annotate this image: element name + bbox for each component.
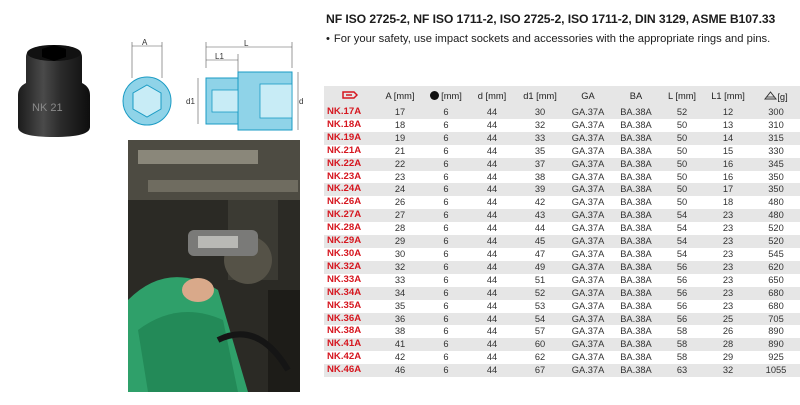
cell-d: 44 <box>468 338 516 351</box>
cell-a: 19 <box>376 132 424 145</box>
cell-ref: NK.24A <box>324 183 376 196</box>
table-row <box>324 313 800 326</box>
table-row <box>324 325 800 338</box>
cell-ga: GA.37A <box>571 171 605 182</box>
cell-square-drive: 6 <box>443 119 449 130</box>
dimension-diagram <box>120 38 305 138</box>
cell-l: 56 <box>660 287 704 300</box>
cell-ga: GA.37A <box>571 119 605 130</box>
cell-l: 54 <box>660 235 704 248</box>
cell-square-drive: 6 <box>443 274 449 285</box>
cell-l1: 23 <box>704 261 752 274</box>
cell-a: 30 <box>394 248 406 259</box>
col-l: L [mm] <box>667 91 697 101</box>
cell-a: 23 <box>394 171 406 182</box>
cell-square-drive: 6 <box>443 223 449 234</box>
table-row <box>324 171 800 184</box>
cell-ga: GA.37A <box>571 326 605 337</box>
label-l1: L1 <box>215 52 224 61</box>
cell-l: 63 <box>660 364 704 377</box>
cell-d: 44 <box>468 287 516 300</box>
cell-l1: 23 <box>722 274 734 285</box>
cell-d1: 57 <box>534 326 546 337</box>
cell-ga: GA.37A <box>564 132 612 145</box>
cell-ba: BA.38A <box>612 158 660 171</box>
cell-l1: 23 <box>704 209 752 222</box>
left-panel <box>0 0 312 405</box>
cell-d1: 60 <box>516 338 564 351</box>
cell-d1: 54 <box>516 313 564 326</box>
cell-a: 33 <box>394 274 406 285</box>
impact-socket-image <box>8 35 100 140</box>
cell-l1: 12 <box>704 106 752 119</box>
cell-weight: 310 <box>768 119 784 130</box>
col-ba: BA <box>629 91 643 101</box>
cell-weight: 315 <box>752 132 800 145</box>
col-a: A [mm] <box>385 91 415 101</box>
cell-l: 50 <box>660 158 704 171</box>
bullet-icon: • <box>326 33 330 45</box>
cell-a: 17 <box>376 106 424 119</box>
cell-ba: BA.38A <box>612 183 660 196</box>
cell-ref: NK.38A <box>327 325 362 337</box>
cell-ba: BA.38A <box>620 145 652 156</box>
cell-ga: GA.37A <box>564 235 612 248</box>
cell-l: 50 <box>676 119 688 130</box>
table-row <box>324 248 800 261</box>
cell-d1: 35 <box>534 145 546 156</box>
cell-ba: BA.38A <box>612 364 660 377</box>
cell-ref: NK.22A <box>324 158 376 171</box>
cell-l1: 17 <box>704 183 752 196</box>
cell-square-drive: 6 <box>443 171 449 182</box>
cell-square-drive: 6 <box>443 145 449 156</box>
label-d1: d1 <box>186 97 195 106</box>
cell-d1: 52 <box>516 287 564 300</box>
col-d: d [mm] <box>477 91 507 101</box>
cell-square-drive: 6 <box>424 287 468 300</box>
cell-ref: NK.21A <box>327 144 362 156</box>
cell-weight: 480 <box>752 209 800 222</box>
col-weight: [g] <box>752 86 800 106</box>
cell-square-drive: 6 <box>443 248 449 259</box>
cell-weight: 620 <box>752 261 800 274</box>
cell-a: 34 <box>376 287 424 300</box>
cell-ref: NK.27A <box>324 209 376 222</box>
cell-ga: GA.37A <box>564 183 612 196</box>
cell-ref: NK.28A <box>327 222 362 234</box>
cell-d: 44 <box>486 145 498 156</box>
cell-ba: BA.38A <box>620 248 652 259</box>
cell-d: 44 <box>486 352 498 363</box>
cell-weight: 1055 <box>752 364 800 377</box>
table-row <box>324 235 800 248</box>
cell-ba: BA.38A <box>612 106 660 119</box>
cell-ba: BA.38A <box>612 287 660 300</box>
cell-ba: BA.38A <box>620 119 652 130</box>
table-row <box>324 196 800 209</box>
col-d1: d1 [mm] <box>523 91 557 101</box>
safety-note-text: For your safety, use impact sockets and accessories with the appropriate rings and pins. <box>333 33 771 45</box>
cell-square-drive: 6 <box>424 106 468 119</box>
cell-d: 44 <box>468 106 516 119</box>
cell-l1: 32 <box>704 364 752 377</box>
cell-d1: 45 <box>516 235 564 248</box>
cell-weight: 705 <box>752 313 800 326</box>
cell-ba: BA.38A <box>620 223 652 234</box>
cell-l1: 16 <box>722 171 734 182</box>
cell-weight: 545 <box>768 248 784 259</box>
cell-weight: 520 <box>768 223 784 234</box>
cell-ga: GA.37A <box>564 364 612 377</box>
cell-ga: GA.37A <box>571 300 605 311</box>
cell-l: 50 <box>660 183 704 196</box>
weight-icon <box>764 91 777 100</box>
cell-ba: BA.38A <box>612 132 660 145</box>
cell-l1: 16 <box>704 158 752 171</box>
cell-d: 44 <box>468 132 516 145</box>
cell-a: 36 <box>376 313 424 326</box>
cell-weight: 680 <box>768 300 784 311</box>
cell-ref: NK.19A <box>324 132 376 145</box>
cell-weight: 345 <box>752 158 800 171</box>
cell-l: 56 <box>676 274 688 285</box>
cell-d1: 37 <box>516 158 564 171</box>
spec-table <box>324 86 800 377</box>
cell-d1: 49 <box>516 261 564 274</box>
cell-ga: GA.37A <box>564 261 612 274</box>
table-row <box>324 106 800 119</box>
cell-l1: 23 <box>722 223 734 234</box>
standards-heading: NF ISO 2725-2, NF ISO 1711-2, ISO 2725-2, ISO 1711-2, DIN 3129, ASME B107.33 <box>326 12 776 26</box>
ref-column-header <box>324 86 376 106</box>
cell-ref: NK.30A <box>327 247 362 259</box>
cell-ba: BA.38A <box>620 300 652 311</box>
cell-d: 44 <box>468 183 516 196</box>
cell-a: 24 <box>376 183 424 196</box>
cell-l1: 28 <box>704 338 752 351</box>
cell-l1: 13 <box>722 119 734 130</box>
cell-square-drive: 6 <box>424 183 468 196</box>
table-row <box>324 274 800 287</box>
cell-ba: BA.38A <box>612 235 660 248</box>
cell-ref: NK.33A <box>327 273 362 285</box>
cell-ga: GA.37A <box>564 158 612 171</box>
table-row <box>324 364 800 377</box>
cell-ref: NK.18A <box>327 118 362 130</box>
cell-square-drive: 6 <box>424 235 468 248</box>
cell-l1: 23 <box>704 235 752 248</box>
cell-weight: 650 <box>768 274 784 285</box>
table-row <box>324 183 800 196</box>
label-a: A <box>142 38 148 47</box>
cell-l1: 23 <box>722 300 734 311</box>
cell-d1: 47 <box>534 248 546 259</box>
cell-d: 44 <box>468 261 516 274</box>
cell-weight: 680 <box>752 287 800 300</box>
cell-ref: NK.42A <box>327 351 362 363</box>
cell-d: 44 <box>468 158 516 171</box>
cell-square-drive: 6 <box>424 158 468 171</box>
cell-d: 44 <box>468 235 516 248</box>
cell-ref: NK.34A <box>324 287 376 300</box>
square-drive-icon <box>430 91 439 100</box>
cell-d1: 67 <box>516 364 564 377</box>
cell-ref: NK.23A <box>327 170 362 182</box>
cell-ga: GA.37A <box>564 106 612 119</box>
cell-square-drive: 6 <box>424 261 468 274</box>
cell-a: 35 <box>394 300 406 311</box>
cell-ga: GA.37A <box>571 145 605 156</box>
cell-l: 58 <box>676 352 688 363</box>
cell-ba: BA.38A <box>612 261 660 274</box>
cell-ga: GA.37A <box>564 209 612 222</box>
cell-ref: NK.41A <box>324 338 376 351</box>
table-row <box>324 351 800 364</box>
cell-a: 41 <box>376 338 424 351</box>
table-row <box>324 119 800 132</box>
spec-panel <box>312 0 800 405</box>
table-row <box>324 222 800 235</box>
cell-a: 38 <box>394 326 406 337</box>
cell-d: 44 <box>486 171 498 182</box>
col-ga: GA <box>581 91 595 101</box>
cell-d1: 38 <box>534 171 546 182</box>
cell-d1: 44 <box>534 223 546 234</box>
cell-ref: NK.35A <box>327 299 362 311</box>
cell-square-drive: 6 <box>424 132 468 145</box>
cell-ba: BA.38A <box>612 338 660 351</box>
cell-d: 44 <box>486 300 498 311</box>
cell-ba: BA.38A <box>620 326 652 337</box>
cell-l1: 14 <box>704 132 752 145</box>
cell-weight: 520 <box>752 235 800 248</box>
cell-d: 44 <box>486 119 498 130</box>
cell-ref: NK.17A <box>324 106 376 119</box>
table-row <box>324 158 800 171</box>
col-l1: L1 [mm] <box>711 91 745 101</box>
table-row <box>324 145 800 158</box>
cell-d1: 53 <box>534 300 546 311</box>
cell-d: 44 <box>486 223 498 234</box>
cell-d1: 39 <box>516 183 564 196</box>
cell-d: 44 <box>486 248 498 259</box>
col-square-drive: [mm] <box>424 86 468 106</box>
cell-l1: 25 <box>704 313 752 326</box>
table-row <box>324 300 800 313</box>
cell-d1: 33 <box>516 132 564 145</box>
cell-square-drive: 6 <box>443 326 449 337</box>
cell-ba: BA.38A <box>620 171 652 182</box>
cell-d1: 62 <box>534 352 546 363</box>
cell-l1: 18 <box>722 197 734 208</box>
table-row <box>324 132 800 145</box>
cell-d1: 51 <box>534 274 546 285</box>
table-row <box>324 209 800 222</box>
cell-square-drive: 6 <box>424 209 468 222</box>
cell-ga: GA.37A <box>564 338 612 351</box>
cell-ba: BA.38A <box>620 352 652 363</box>
spec-table-body <box>324 106 800 377</box>
cell-weight: 480 <box>768 197 784 208</box>
cell-l: 54 <box>660 209 704 222</box>
cell-ga: GA.37A <box>571 352 605 363</box>
cell-a: 46 <box>376 364 424 377</box>
cell-weight: 890 <box>752 338 800 351</box>
cell-a: 29 <box>376 235 424 248</box>
cell-l1: 15 <box>722 145 734 156</box>
cell-square-drive: 6 <box>424 338 468 351</box>
cell-d: 44 <box>468 364 516 377</box>
cell-a: 21 <box>394 145 406 156</box>
cell-l: 54 <box>676 223 688 234</box>
cell-ba: BA.38A <box>612 313 660 326</box>
cell-l1: 23 <box>722 248 734 259</box>
label-d: d <box>299 97 304 106</box>
cell-d: 44 <box>486 197 498 208</box>
cell-ga: GA.37A <box>564 313 612 326</box>
cell-square-drive: 6 <box>424 313 468 326</box>
cell-l: 50 <box>676 145 688 156</box>
cell-ref: NK.32A <box>324 261 376 274</box>
workshop-photo <box>128 140 300 392</box>
cell-a: 26 <box>394 197 406 208</box>
cell-a: 18 <box>394 119 406 130</box>
cell-ga: GA.37A <box>564 287 612 300</box>
cell-weight: 350 <box>752 183 800 196</box>
cell-ga: GA.37A <box>571 223 605 234</box>
cell-l: 58 <box>660 338 704 351</box>
cell-d: 44 <box>486 326 498 337</box>
cell-a: 22 <box>376 158 424 171</box>
cell-l: 54 <box>676 248 688 259</box>
cell-l: 56 <box>676 300 688 311</box>
cell-ga: GA.37A <box>571 274 605 285</box>
cell-l: 50 <box>676 197 688 208</box>
cell-a: 42 <box>394 352 406 363</box>
cell-weight: 330 <box>768 145 784 156</box>
cell-weight: 350 <box>768 171 784 182</box>
cell-l: 50 <box>676 171 688 182</box>
table-row <box>324 338 800 351</box>
cell-weight: 925 <box>768 352 784 363</box>
cell-ga: GA.37A <box>571 197 605 208</box>
cell-l: 56 <box>660 313 704 326</box>
cell-ba: BA.38A <box>620 274 652 285</box>
cell-d: 44 <box>468 313 516 326</box>
label-l: L <box>244 39 249 48</box>
cell-d1: 43 <box>516 209 564 222</box>
table-row <box>324 287 800 300</box>
table-header-row <box>324 86 800 106</box>
cell-l1: 26 <box>722 326 734 337</box>
cell-d1: 32 <box>534 119 546 130</box>
cell-l: 52 <box>660 106 704 119</box>
cell-square-drive: 6 <box>424 364 468 377</box>
cell-weight: 890 <box>768 326 784 337</box>
cell-square-drive: 6 <box>443 197 449 208</box>
socket-marking: NK 21 <box>32 102 63 114</box>
ref-icon <box>342 91 358 99</box>
cell-l: 56 <box>660 261 704 274</box>
cell-a: 32 <box>376 261 424 274</box>
cell-ref: NK.29A <box>324 235 376 248</box>
cell-d: 44 <box>468 209 516 222</box>
cell-l: 50 <box>660 132 704 145</box>
cell-d1: 30 <box>516 106 564 119</box>
cell-d: 44 <box>486 274 498 285</box>
cell-d1: 42 <box>534 197 546 208</box>
cell-a: 28 <box>394 223 406 234</box>
cell-ref: NK.36A <box>324 313 376 326</box>
cell-ba: BA.38A <box>612 209 660 222</box>
table-row <box>324 261 800 274</box>
cell-square-drive: 6 <box>443 352 449 363</box>
cell-a: 27 <box>376 209 424 222</box>
cell-ref: NK.26A <box>327 196 362 208</box>
cell-l1: 29 <box>722 352 734 363</box>
cell-ref: NK.46A <box>324 364 376 377</box>
safety-note <box>326 33 770 45</box>
cell-l: 58 <box>676 326 688 337</box>
cell-square-drive: 6 <box>443 300 449 311</box>
cell-ba: BA.38A <box>620 197 652 208</box>
cell-ga: GA.37A <box>571 248 605 259</box>
cell-l1: 23 <box>704 287 752 300</box>
cell-weight: 300 <box>752 106 800 119</box>
